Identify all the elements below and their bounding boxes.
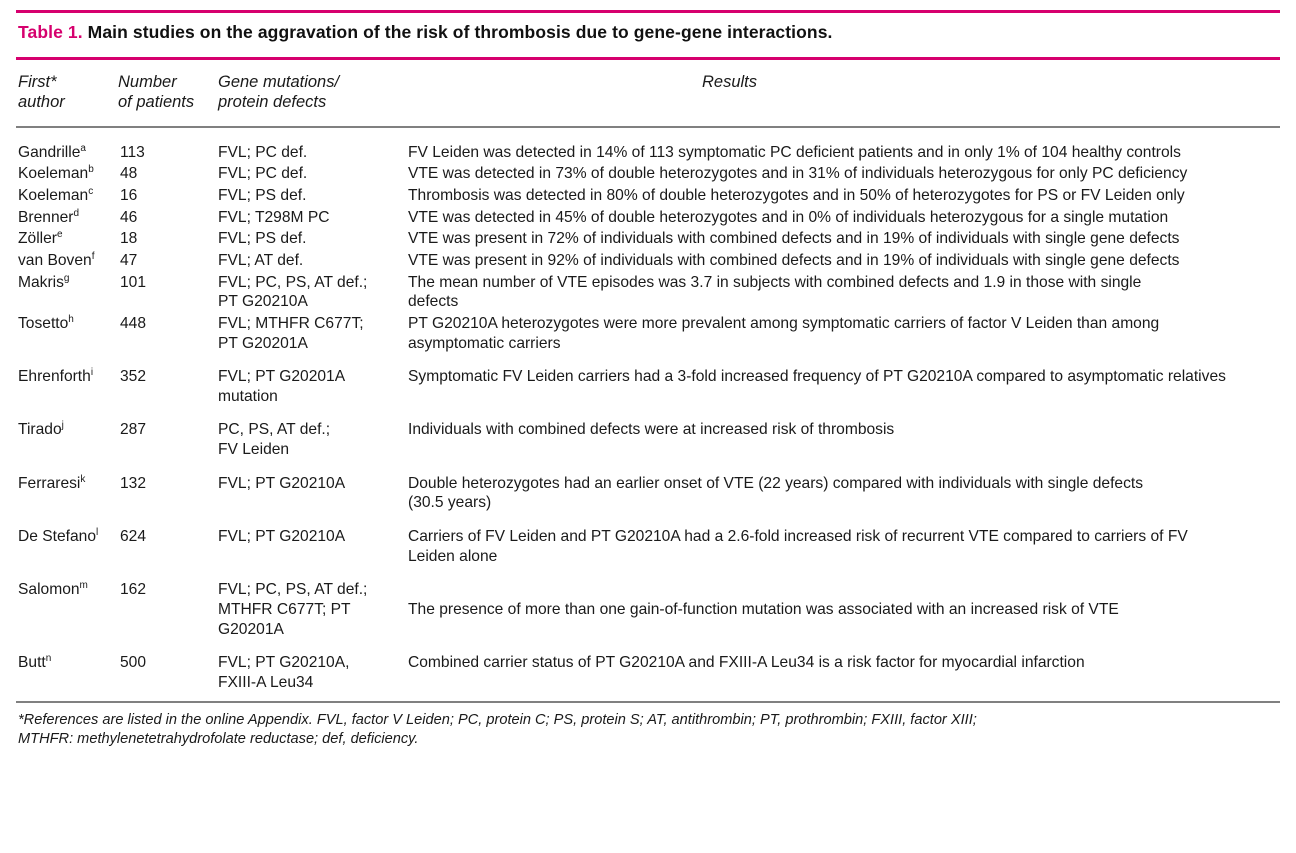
table-caption [16, 13, 1280, 49]
author-name: Tosetto [18, 314, 69, 332]
result-line: The presence of more than one gain-of-function mutation was associated with an increased risk of VTE [408, 600, 1119, 618]
cell-results [406, 250, 1280, 272]
table-row [16, 142, 1280, 164]
result-line: asymptomatic carriers [408, 334, 561, 352]
mutation-line: FXIII-A Leu34 [218, 673, 314, 691]
cell-author [16, 461, 116, 514]
result-line: Symptomatic FV Leiden carriers had a 3-fold increased frequency of PT G20210A compared to asymptomatic relatives [408, 368, 1226, 386]
table-body [16, 142, 1280, 694]
cell-results [406, 272, 1280, 313]
cell-author [16, 142, 116, 164]
cell-patients: 48 [120, 165, 138, 183]
mutation-line: FVL; PT G20201A [218, 368, 346, 386]
reference-marker: b [88, 164, 94, 176]
cell-results [406, 142, 1280, 164]
cell-mutations [216, 461, 406, 514]
mutation-line: FVL; PC, PS, AT def.; [218, 273, 368, 291]
cell-author [16, 640, 116, 693]
reference-marker: d [73, 207, 80, 219]
mutation-line: FVL; PS def. [218, 187, 307, 205]
footnote-line-2: MTHFR: methylenetetrahydrofolate reductase; def, deficiency. [18, 731, 419, 748]
mutation-line: FVL; T298M PC [218, 208, 330, 226]
cell-mutations [216, 163, 406, 185]
cell-author [16, 228, 116, 250]
mutation-line: FVL; PS def. [218, 230, 307, 248]
result-line: VTE was detected in 45% of double heterozygotes and in 0% of individuals heterozygous for a single mutation [408, 208, 1169, 226]
cell-mutations [216, 354, 406, 407]
table-row [16, 407, 1280, 460]
cell-mutations [216, 514, 406, 567]
cell-mutations [216, 407, 406, 460]
table-row [16, 313, 1280, 354]
cell-results [406, 185, 1280, 207]
author-name: Brenner [18, 208, 74, 226]
cell-author [16, 185, 116, 207]
cell-patients: 18 [120, 230, 138, 248]
cell-author [16, 163, 116, 185]
studies-table [16, 60, 1280, 126]
author-name: Zöller [18, 230, 57, 248]
cell-results [406, 567, 1280, 640]
reference-marker: e [57, 229, 63, 241]
cell-author [16, 313, 116, 354]
result-line: FV Leiden was detected in 14% of 113 symptomatic PC deficient patients and in only 1% of 104 healthy controls [408, 143, 1181, 161]
author-name: Butt [18, 654, 46, 672]
mutation-line: PT G20210A [218, 293, 308, 311]
cell-patients: 162 [120, 581, 147, 599]
author-name: Salomon [18, 581, 80, 599]
table-row [16, 250, 1280, 272]
table-footnote [16, 703, 1280, 750]
cell-results [406, 207, 1280, 229]
reference-marker: h [68, 313, 74, 325]
mutation-line: FVL; MTHFR C677T; [218, 314, 364, 332]
author-name: Tirado [18, 421, 62, 439]
cell-mutations [216, 567, 406, 640]
result-line: (30.5 years) [408, 494, 492, 512]
mutation-line: FV Leiden [218, 441, 290, 459]
cell-patients: 624 [120, 528, 147, 545]
header-author-line1: First* [18, 73, 57, 91]
author-name: Koeleman [18, 165, 89, 183]
cell-results [406, 228, 1280, 250]
mutation-line: FVL; PC def. [218, 143, 308, 161]
result-line: Individuals with combined defects were at increased risk of thrombosis [408, 421, 895, 439]
result-line: Double heterozygotes had an earlier onset of VTE (22 years) compared with individuals with single defects [408, 474, 1144, 492]
table-row [16, 354, 1280, 407]
reference-marker: j [61, 420, 64, 432]
header-patients-line1: Number [118, 73, 177, 91]
cell-mutations [216, 313, 406, 354]
header-mutations-line1: Gene mutations/ [218, 73, 340, 91]
author-name: De Stefano [18, 528, 97, 545]
cell-mutations [216, 250, 406, 272]
cell-author [16, 272, 116, 313]
column-header-mutations [216, 60, 406, 126]
author-name: Koeleman [18, 187, 89, 205]
cell-author [16, 207, 116, 229]
mutation-line: FVL; AT def. [218, 251, 304, 269]
body-top-spacer [16, 128, 1280, 142]
cell-mutations [216, 185, 406, 207]
mutation-line: FVL; PC def. [218, 165, 308, 183]
table-row [16, 461, 1280, 514]
reference-marker: a [80, 142, 86, 154]
studies-table-body [16, 142, 1280, 694]
cell-patients: 132 [120, 474, 147, 492]
cell-mutations [216, 207, 406, 229]
table-header [16, 60, 1280, 126]
mutation-line: mutation [218, 387, 278, 405]
table-page [0, 10, 1296, 749]
cell-results [406, 461, 1280, 514]
reference-marker: i [90, 366, 94, 378]
author-name: Gandrille [18, 143, 81, 161]
table-row [16, 272, 1280, 313]
mutation-line: PT G20201A [218, 334, 308, 352]
mutation-line: MTHFR C677T; PT [218, 600, 351, 618]
cell-results [406, 313, 1280, 354]
author-name: Ferraresi [18, 474, 81, 492]
reference-marker: f [91, 250, 95, 262]
result-line: Combined carrier status of PT G20210A and FXIII-A Leu34 is a risk factor for myocardial infarction [408, 654, 1085, 672]
result-line: PT G20210A heterozygotes were more prevalent among symptomatic carriers of factor V Leiden than among [408, 314, 1160, 332]
mutation-line: FVL; PT G20210A [218, 528, 346, 545]
cell-patients: 448 [120, 314, 147, 332]
reference-marker: n [45, 653, 52, 665]
header-mutations-line2: protein defects [218, 93, 327, 112]
result-line: The mean number of VTE episodes was 3.7 in subjects with combined defects and 1.9 in those with single [408, 273, 1142, 291]
result-line: defects [408, 293, 459, 311]
cell-mutations [216, 142, 406, 164]
mutation-line: FVL; PC, PS, AT def.; [218, 581, 368, 599]
result-line: Carriers of FV Leiden and PT G20210A had a 2.6-fold increased risk of recurrent VTE compared to carriers of FV [408, 528, 1188, 545]
author-name: Makris [18, 273, 64, 291]
cell-patients: 500 [120, 654, 147, 672]
cell-results [406, 640, 1280, 693]
cell-patients: 101 [120, 273, 147, 291]
mutation-line: G20201A [218, 620, 284, 638]
result-line: Thrombosis was detected in 80% of double heterozygotes and in 50% of heterozygotes for PS or FV Leiden only [408, 187, 1185, 205]
reference-marker: c [88, 185, 94, 197]
mutation-line: FVL; PT G20210A [218, 474, 346, 492]
header-patients-line2: of patients [118, 93, 195, 112]
cell-author [16, 407, 116, 460]
caption-label: Table 1. [18, 22, 83, 42]
column-header-results [406, 60, 1280, 126]
header-author-line2: author [18, 93, 65, 112]
cell-results [406, 163, 1280, 185]
header-row [16, 60, 1280, 126]
cell-results [406, 354, 1280, 407]
table-row [16, 163, 1280, 185]
header-results-line1: Results [702, 73, 758, 91]
table-row [16, 567, 1280, 640]
result-line: VTE was present in 92% of individuals with combined defects and in 19% of individuals with single gene defects [408, 251, 1180, 269]
cell-mutations [216, 640, 406, 693]
cell-author [16, 567, 116, 640]
cell-patients: 113 [120, 143, 145, 161]
caption-text: Main studies on the aggravation of the risk of thrombosis due to gene-gene interactions. [87, 22, 833, 42]
cell-patients: 287 [120, 421, 147, 439]
footnote-line-1: *References are listed in the online Appendix. FVL, factor V Leiden; PC, protein C; PS, protein S; AT, antithrombin; PT, prothrombin; FXIII, factor XIII; [18, 711, 977, 728]
cell-patients: 47 [120, 251, 138, 269]
reference-marker: m [79, 580, 88, 592]
mutation-line: FVL; PT G20210A, [218, 654, 350, 672]
table-row [16, 228, 1280, 250]
column-header-patients [116, 60, 216, 126]
cell-author [16, 354, 116, 407]
mutation-line: PC, PS, AT def.; [218, 421, 331, 439]
cell-mutations [216, 272, 406, 313]
table-row [16, 640, 1280, 693]
result-line [408, 580, 1274, 600]
cell-results [406, 407, 1280, 460]
author-name: van Boven [18, 251, 92, 269]
table-row [16, 185, 1280, 207]
cell-patients: 16 [120, 187, 138, 205]
column-header-author [16, 60, 116, 126]
cell-author [16, 514, 116, 567]
cell-mutations [216, 228, 406, 250]
reference-marker: g [63, 272, 70, 284]
author-name: Ehrenforth [18, 368, 91, 386]
cell-results [406, 514, 1280, 567]
reference-marker: l [96, 526, 99, 538]
cell-author [16, 250, 116, 272]
result-line: VTE was detected in 73% of double heterozygotes and in 31% of individuals heterozygous for only PC deficiency [408, 165, 1188, 183]
cell-patients: 352 [120, 368, 147, 386]
table-row [16, 207, 1280, 229]
result-line: Leiden alone [408, 547, 498, 565]
result-line: VTE was present in 72% of individuals with combined defects and in 19% of individuals with single gene defects [408, 230, 1180, 248]
reference-marker: k [80, 473, 86, 485]
cell-patients: 46 [120, 208, 138, 226]
table-row [16, 514, 1280, 567]
